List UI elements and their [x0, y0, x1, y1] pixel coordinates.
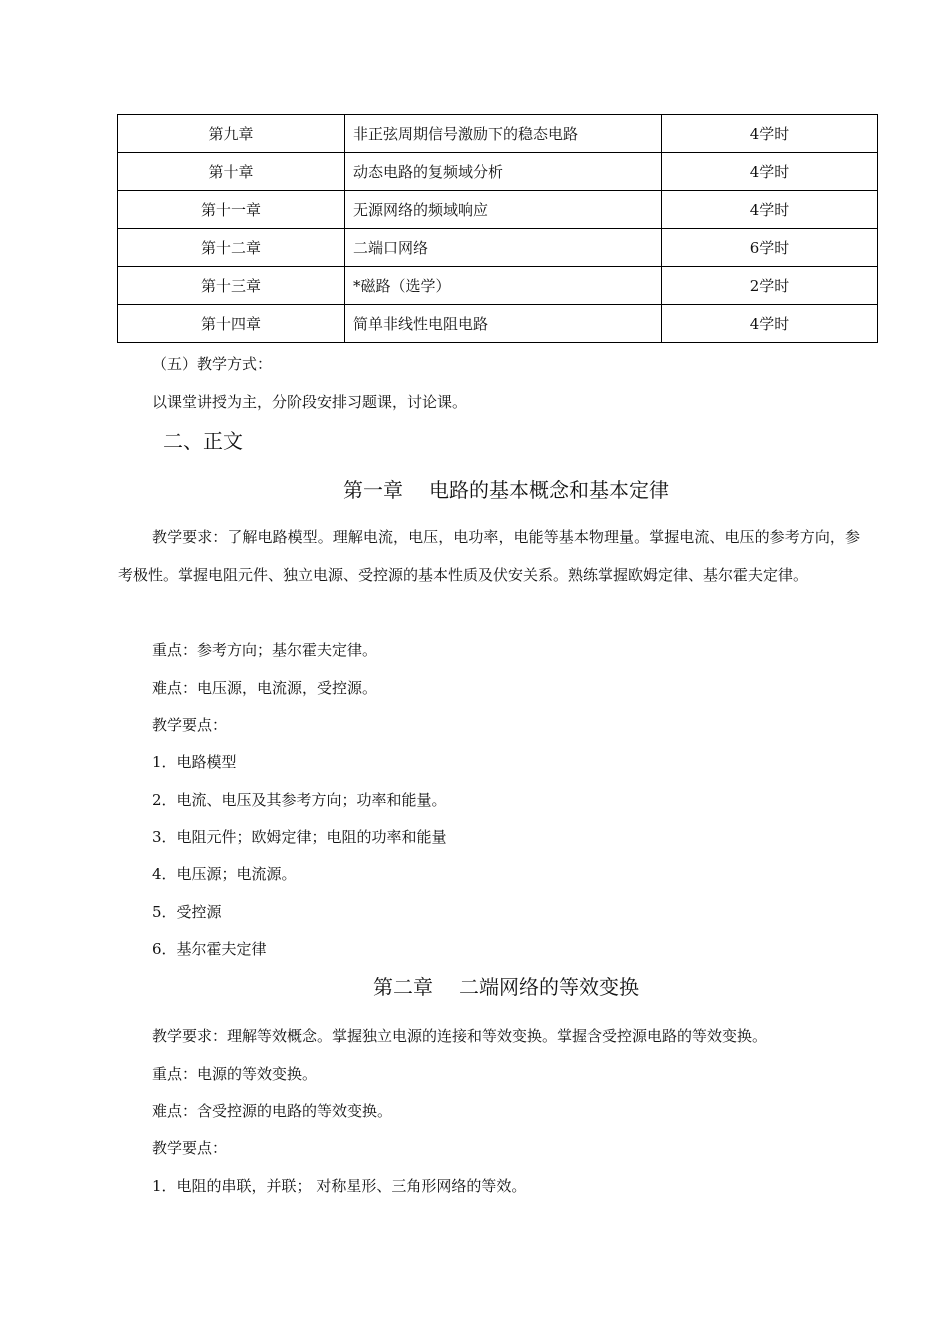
- chapter1-title: [0, 477, 950, 503]
- table-row: [118, 267, 878, 305]
- table-row: [118, 305, 878, 343]
- title-cell: 无源网络的频域响应: [345, 191, 662, 229]
- table-row: [118, 153, 878, 191]
- chapter-cell: 第十三章: [118, 267, 345, 305]
- title-cell: 简单非线性电阻电路: [345, 305, 662, 343]
- chapter-cell: 第十二章: [118, 229, 345, 267]
- body-section-heading: 二、正文: [163, 429, 243, 453]
- chapter1-point: 4．电压源；电流源。: [152, 865, 297, 883]
- chapter2-number: 第二章: [373, 975, 433, 999]
- chapter1-difficulties: 难点：电压源，电流源，受控源。: [152, 679, 378, 697]
- table-row: [118, 229, 878, 267]
- chapter2-requirements: 教学要求：理解等效概念。掌握独立电源的连接和等效变换。掌握含受控源电路的等效变换。: [152, 1027, 768, 1045]
- chapter2-point: 1．电阻的串联，并联； 对称星形、三角形网络的等效。: [152, 1177, 527, 1195]
- table-row: [118, 191, 878, 229]
- hours-cell: 4学时: [662, 153, 878, 191]
- teaching-method-heading: （五）教学方式：: [152, 355, 273, 373]
- title-cell: 非正弦周期信号激励下的稳态电路: [345, 115, 662, 153]
- chapter1-point: 2．电流、电压及其参考方向；功率和能量。: [152, 791, 447, 809]
- title-cell: *磁路（选学）: [345, 267, 662, 305]
- chapter-cell: 第九章: [118, 115, 345, 153]
- chapter2-key-points: 重点：电源的等效变换。: [152, 1065, 318, 1083]
- chapter-cell: 第十章: [118, 153, 345, 191]
- hours-cell: 4学时: [662, 191, 878, 229]
- hours-cell: 4学时: [662, 115, 878, 153]
- chapter1-point: 5．受控源: [152, 903, 222, 921]
- chapter2-outline-label: 教学要点：: [152, 1139, 228, 1157]
- title-cell: 二端口网络: [345, 229, 662, 267]
- course-hours-table: [117, 114, 878, 343]
- chapter2-title: [0, 974, 950, 1000]
- table-row: [118, 115, 878, 153]
- chapter2-name: 二端网络的等效变换: [459, 975, 639, 999]
- hours-cell: 6学时: [662, 229, 878, 267]
- chapter1-name: 电路的基本概念和基本定律: [429, 478, 669, 502]
- chapter1-outline-label: 教学要点：: [152, 716, 228, 734]
- chapter1-number: 第一章: [343, 478, 403, 502]
- teaching-method-text: 以课堂讲授为主，分阶段安排习题课，讨论课。: [152, 393, 468, 411]
- chapter1-point: 1．电路模型: [152, 753, 237, 771]
- chapter-cell: 第十一章: [118, 191, 345, 229]
- chapter1-point: 3．电阻元件；欧姆定律；电阻的功率和能量: [152, 828, 447, 846]
- hours-cell: 2学时: [662, 267, 878, 305]
- chapter1-requirements: 教学要求：了解电路模型。理解电流，电压，电功率，电能等基本物理量。掌握电流、电压的参考方向，参考极性。掌握电阻元件、独立电源、受控源的基本性质及伏安关系。熟练掌握欧姆定律、基尔霍夫定律。: [118, 528, 860, 584]
- chapter1-point: 6．基尔霍夫定律: [152, 940, 267, 958]
- chapter2-difficulties: 难点：含受控源的电路的等效变换。: [152, 1102, 393, 1120]
- title-cell: 动态电路的复频域分析: [345, 153, 662, 191]
- chapter-cell: 第十四章: [118, 305, 345, 343]
- chapter1-key-points: 重点：参考方向；基尔霍夫定律。: [152, 641, 378, 659]
- hours-cell: 4学时: [662, 305, 878, 343]
